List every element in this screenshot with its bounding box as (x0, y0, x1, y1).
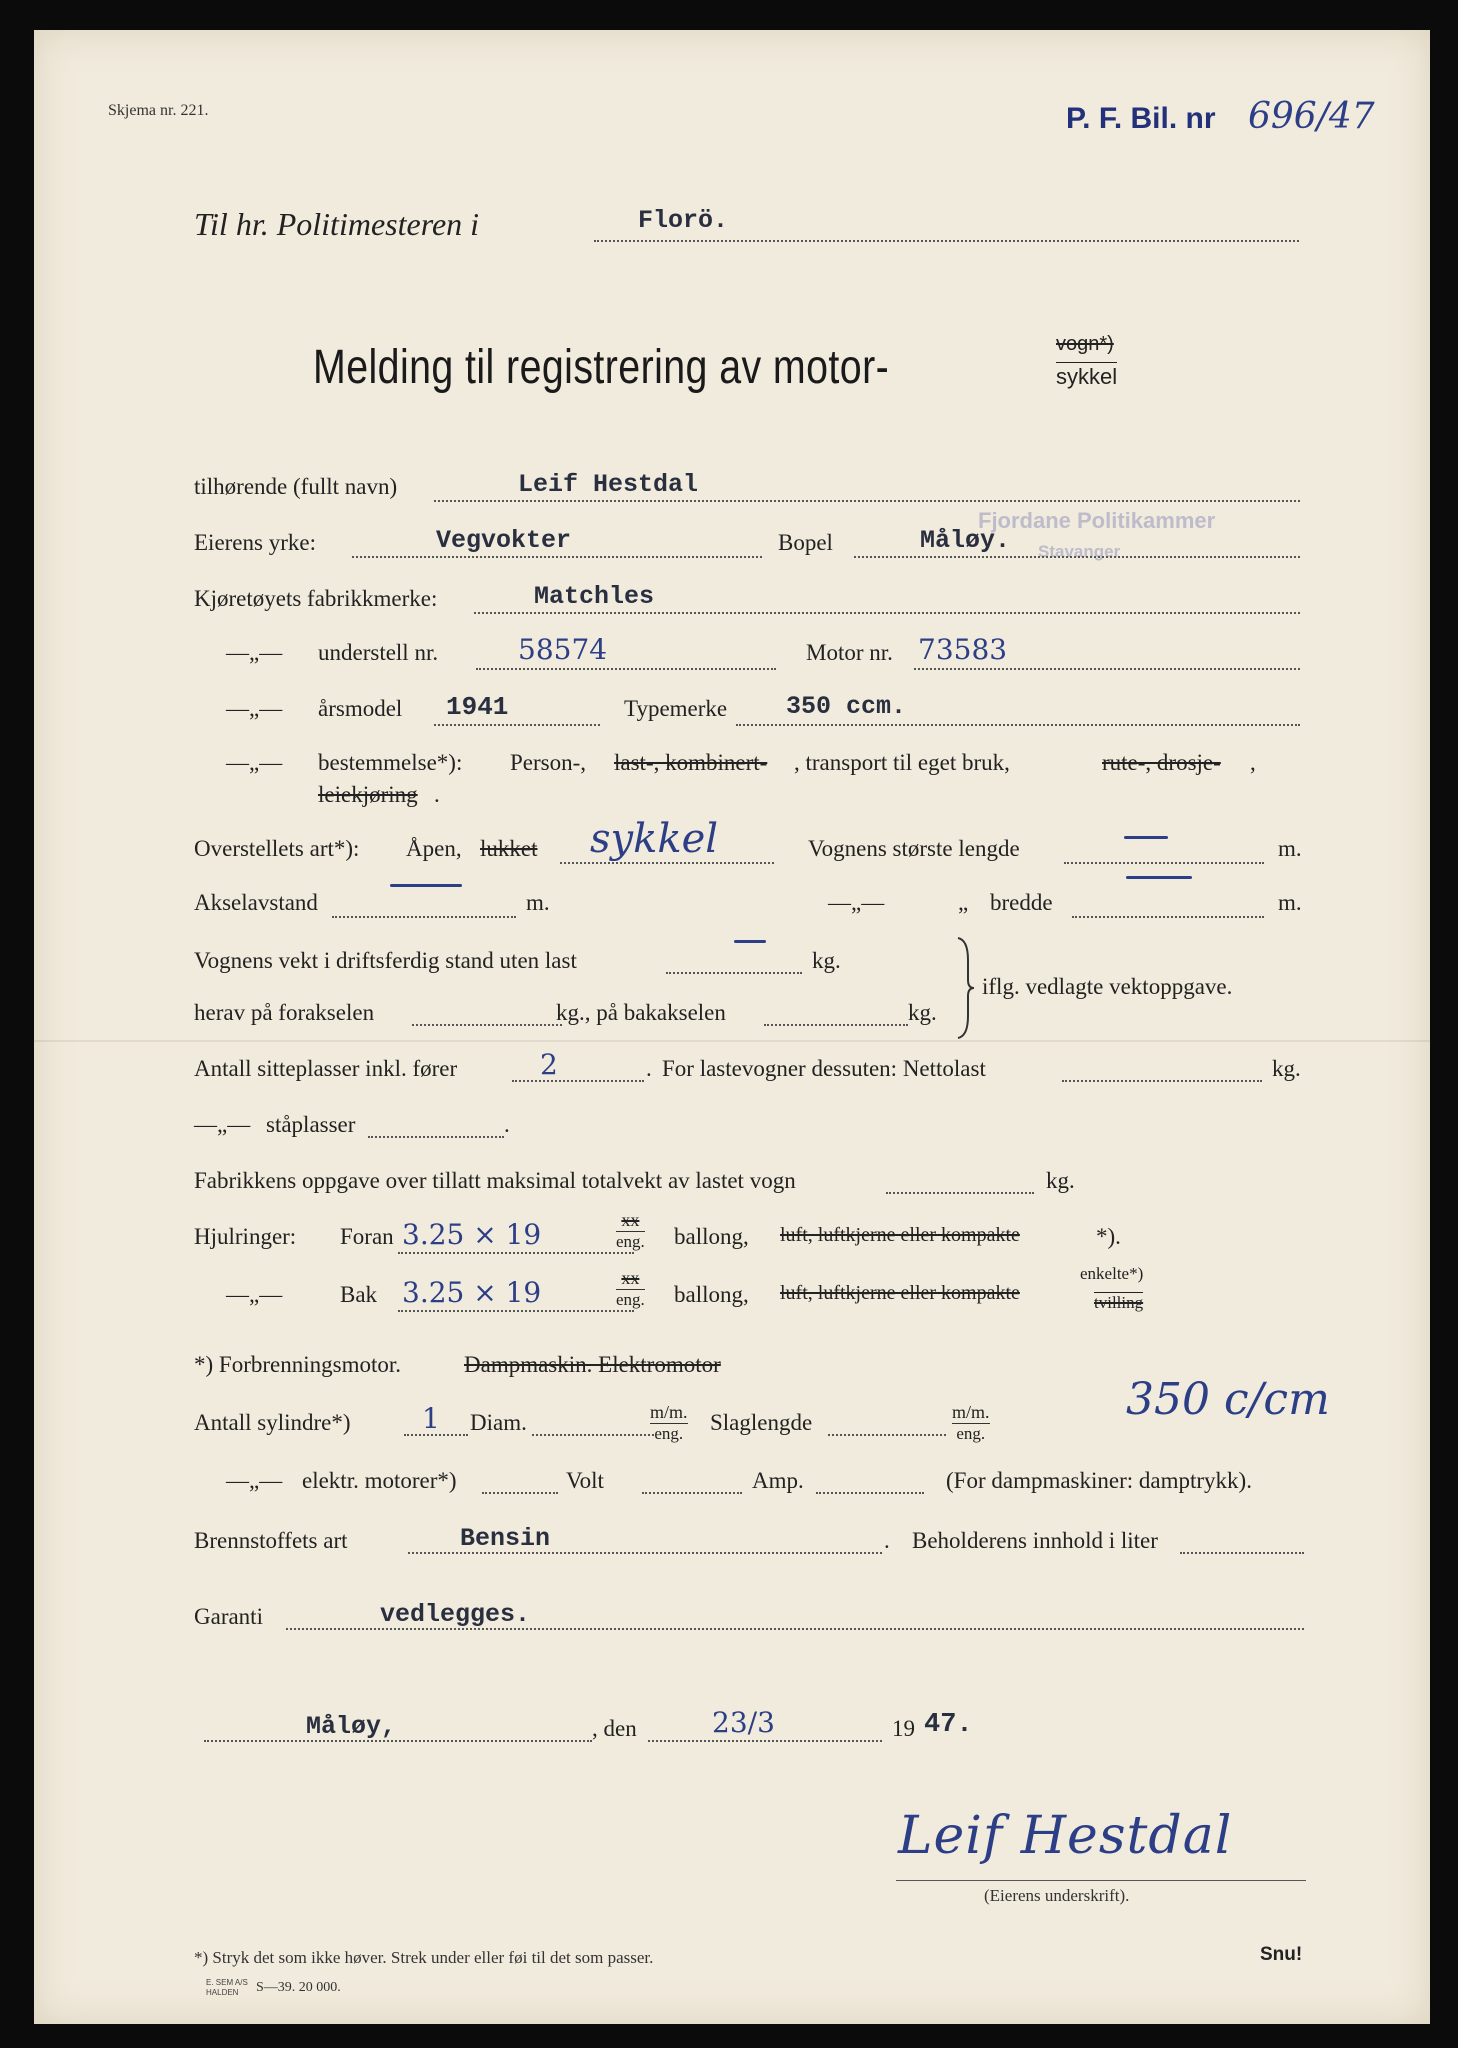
pf-bil-label: P. F. Bil. nr (1066, 102, 1216, 135)
residence-value: Måløy. (920, 526, 1011, 555)
front-unit-eng: eng. (616, 1232, 645, 1251)
diameter-label: Diam. (470, 1410, 527, 1435)
ditto-mark: —„— (194, 1112, 251, 1137)
weight-line (666, 972, 802, 974)
front-axle-line (412, 1024, 562, 1026)
rear-axle-unit: kg. (908, 1000, 937, 1025)
ditto-mark: —„— (226, 696, 283, 721)
maxweight-line (886, 1192, 1034, 1194)
ditto-mark: —„— (226, 640, 283, 665)
cylinders-value: 1 (422, 1402, 440, 1435)
seats-value: 2 (540, 1048, 558, 1081)
width-dash (1126, 876, 1192, 879)
occupation-value: Vegvokter (436, 526, 572, 555)
weight-label: Vognens vekt i driftsferdig stand uten last (194, 948, 577, 973)
addressee-value: Florö. (638, 206, 729, 235)
front-ballong: ballong, (674, 1224, 749, 1249)
body-line (560, 862, 774, 864)
front-axle-label: herav på forakselen (194, 1000, 375, 1025)
printer-city: HALDEN (206, 1988, 239, 1997)
front-ballong-struck: luft, luftkjerne eller kompakte (780, 1224, 1020, 1246)
footer-note: *) Stryk det som ikke høver. Strek under eller føi til det som passer. (194, 1948, 654, 1967)
front-unit-mm: xx (621, 1210, 640, 1230)
body-closed-struck: lukket (480, 836, 538, 861)
rear-axle-label: kg., på bakakselen (556, 1000, 726, 1025)
rear-unit-mm: xx (621, 1268, 640, 1288)
motor-value: 73583 (918, 633, 1008, 666)
owner-label: tilhørende (fullt navn) (194, 474, 398, 499)
front-unit-fraction (616, 1210, 645, 1252)
weight-dash (734, 940, 766, 943)
axle-unit: m. (526, 890, 550, 915)
width-label: bredde (990, 890, 1053, 915)
addressee-line (594, 240, 1299, 242)
quote-mark: „ (958, 890, 969, 915)
sign-century: 19 (892, 1716, 915, 1741)
make-value: Matchles (534, 582, 655, 611)
chassis-label: understell nr. (318, 640, 439, 665)
purpose-last-struck: last-, kombinert- (614, 750, 768, 775)
ditto-mark: —„— (226, 1468, 283, 1493)
rear-ballong-struck: luft, luftkjerne eller kompakte (780, 1282, 1020, 1304)
form-sheet (34, 30, 1430, 2024)
stroke-unit: m/m. eng. (952, 1402, 990, 1443)
seats-line (512, 1080, 644, 1082)
front-tyre-line (398, 1252, 634, 1254)
diameter-unit: m/m. eng. (650, 1402, 688, 1443)
fuel-label: Brennstoffets art (194, 1528, 348, 1553)
fuel-line (408, 1552, 882, 1554)
guarantee-line (286, 1628, 1304, 1630)
axle-line (332, 916, 516, 918)
length-label: Vognens største lengde (808, 836, 1020, 861)
maxweight-label: Fabrikkens oppgave over tillatt maksimal totalvekt av lastet vogn (194, 1168, 796, 1193)
volt-line (642, 1492, 742, 1494)
net-label: For lastevogner dessuten: Nettolast (662, 1056, 986, 1081)
make-line (474, 612, 1300, 614)
axle-label: Akselavstand (194, 890, 318, 915)
purpose-transport: , transport til eget bruk, (794, 750, 1010, 775)
occupation-label: Eierens yrke: (194, 530, 316, 555)
amp-label: Amp. (752, 1468, 804, 1493)
length-unit: m. (1278, 836, 1302, 861)
net-line (1062, 1080, 1262, 1082)
title-variant: sykkel (1056, 364, 1118, 389)
front-tyre-value: 3.25 × 19 (402, 1218, 542, 1251)
type-value: 350 ccm. (786, 692, 907, 721)
axle-dash (390, 884, 462, 887)
chassis-line (476, 668, 776, 670)
occupation-line (352, 556, 762, 558)
rear-unit-eng: eng. (616, 1290, 645, 1309)
sign-date-line (648, 1740, 882, 1742)
body-label: Overstellets art*): (194, 836, 360, 861)
weight-unit: kg. (812, 948, 841, 973)
form-title: Melding til registrering av motor- (313, 341, 890, 394)
sign-den: , den (592, 1716, 637, 1741)
owner-signature: Leif Hestdal (898, 1806, 1233, 1866)
seats-dot: . (646, 1056, 652, 1081)
year-line (434, 724, 600, 726)
cylinders-label: Antall sylindre*) (194, 1410, 351, 1435)
standing-line (368, 1136, 504, 1138)
purpose-rute-struck: rute-, drosje- (1102, 750, 1221, 775)
purpose-dot: . (434, 782, 440, 807)
type-label: Typemerke (624, 696, 728, 721)
stroke-label: Slaglengde (710, 1410, 813, 1435)
sign-place: Måløy, (306, 1712, 397, 1741)
year-label: årsmodel (318, 696, 403, 721)
standing-label: ståplasser (266, 1112, 356, 1137)
stroke-line (828, 1434, 946, 1436)
tank-label: Beholderens innhold i liter (912, 1528, 1158, 1553)
fuel-value: Bensin (460, 1524, 551, 1553)
elmotor-label: elektr. motorer*) (302, 1468, 457, 1493)
stamp-line-1: Fjordane Politikammer (978, 508, 1216, 533)
signature-line (896, 1880, 1306, 1881)
purpose-comma: , (1250, 750, 1256, 775)
amp-line (816, 1492, 924, 1494)
form-number: Skjema nr. 221. (108, 102, 209, 119)
length-line (1064, 862, 1264, 864)
weight-brace (954, 936, 976, 1040)
volt-label: Volt (566, 1468, 604, 1493)
cylinders-line (404, 1434, 468, 1436)
motor-label: Motor nr. (806, 640, 893, 665)
motor-line (914, 668, 1300, 670)
fuel-dot: . (884, 1528, 890, 1553)
rear-label: Bak (340, 1282, 378, 1307)
purpose-leie-struck: leiekjøring (318, 782, 418, 807)
ditto-mark: —„— (828, 890, 885, 915)
ditto-mark: —„— (226, 750, 283, 775)
rear-enkelte: enkelte*) (1080, 1264, 1144, 1283)
sign-date: 23/3 (712, 1706, 775, 1739)
year-value: 1941 (446, 692, 509, 722)
signature-label: (Eierens underskrift). (984, 1886, 1130, 1905)
front-close: *). (1096, 1224, 1121, 1249)
weight-note: iflg. vedlagte vektoppgave. (982, 974, 1233, 999)
addressee-label: Til hr. Politimesteren i (194, 206, 480, 242)
body-open: Åpen, (406, 836, 462, 861)
engine-label: *) Forbrenningsmotor. (194, 1352, 401, 1377)
elmotor-line (482, 1492, 558, 1494)
rear-tyre-line (398, 1310, 634, 1312)
maxweight-unit: kg. (1046, 1168, 1075, 1193)
net-unit: kg. (1272, 1056, 1301, 1081)
residence-label: Bopel (778, 530, 833, 555)
wheels-label: Hjulringer: (194, 1224, 297, 1249)
purpose-person: Person-, (510, 750, 587, 775)
width-line (1072, 916, 1264, 918)
printer-name: E. SEM A/S (206, 1978, 248, 1987)
purpose-label: bestemmelse*): (318, 750, 463, 775)
length-dash (1124, 836, 1168, 839)
title-struck-vogn: vogn*) (1056, 333, 1114, 355)
rear-ballong: ballong, (674, 1282, 749, 1307)
body-value: sykkel (590, 816, 719, 862)
rear-unit-fraction (616, 1268, 645, 1310)
steam-label: (For dampmaskiner: damptrykk). (946, 1468, 1252, 1493)
guarantee-value: vedlegges. (380, 1600, 531, 1629)
pf-bil-number: 696/47 (1248, 96, 1375, 137)
owner-value: Leif Hestdal (518, 470, 699, 499)
rear-tyre-value: 3.25 × 19 (402, 1276, 542, 1309)
guarantee-label: Garanti (194, 1604, 263, 1629)
tank-line (1180, 1552, 1304, 1554)
diameter-line (532, 1434, 654, 1436)
cc-note: 350 c/cm (1126, 1374, 1330, 1425)
rear-axle-line (764, 1024, 908, 1026)
standing-dot: . (504, 1112, 510, 1137)
make-label: Kjøretøyets fabrikkmerke: (194, 586, 438, 611)
type-line (736, 724, 1300, 726)
owner-line (434, 500, 1300, 502)
stamp-line-2: Stavanger (1038, 542, 1121, 561)
ditto-mark: —„— (226, 1282, 283, 1307)
engine-struck: Dampmaskin. Elektromotor (464, 1352, 721, 1377)
seats-label: Antall sitteplasser inkl. fører (194, 1056, 458, 1081)
sign-year: 47. (924, 1710, 973, 1740)
residence-line (854, 556, 1300, 558)
sign-place-line (204, 1740, 592, 1742)
turn-over: Snu! (1260, 1944, 1303, 1965)
front-label: Foran (340, 1224, 394, 1249)
printer-code: S—39. 20 000. (256, 1980, 341, 1995)
rear-tvilling-struck: tvilling (1094, 1293, 1144, 1312)
chassis-value: 58574 (518, 633, 608, 666)
width-unit: m. (1278, 890, 1302, 915)
fold-line (34, 1040, 1430, 1042)
